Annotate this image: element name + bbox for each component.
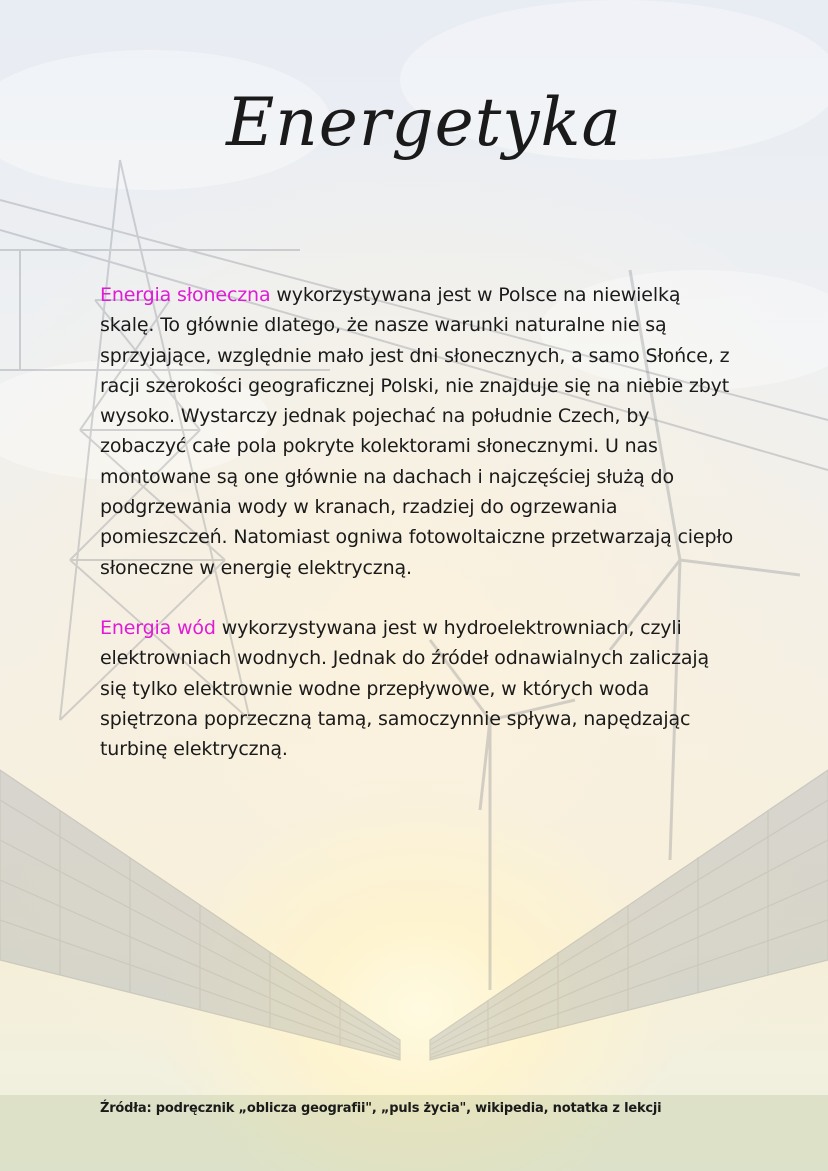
highlight-solar-energy: Energia słoneczna <box>100 284 271 306</box>
paragraph-water-text: wykorzystywana jest w hydroelektrowniach, czyli elektrowniach wodnych. Jednak do źródeł odnawialnych zaliczają się tylko elektrownie wodne przepływowe, w których woda spiętrzona poprzeczną tamą, samoczynnie spływa, napędzając turbinę elektryczną. <box>100 616 710 761</box>
article-body <box>100 280 740 794</box>
page-title <box>0 60 828 210</box>
solar-panels-left <box>0 770 400 1060</box>
highlight-water-energy: Energia wód <box>100 616 216 639</box>
sources-footer: Źródła: podręcznik „oblicza geografii", „puls życia", wikipedia, notatka z lekcji <box>100 1101 662 1116</box>
paragraph-solar-energy <box>100 280 740 583</box>
paragraph-solar-text: wykorzystywana jest w Polsce na niewielką skalę. To głównie dlatego, że nasze warunki naturalne nie są sprzyjające, względnie mało jest dni słonecznych, a samo Słońce, z racji szerokości geograficznej Polski, nie znajduje się na niebie zbyt wysoko. Wystarczy jednak pojechać na południe Czech, by zobaczyć całe pola pokryte kolektorami słonecznymi. U nas montowane są one głównie na dachach i najczęściej służą do podgrzewania wody w kranach, rzadziej do ogrzewania pomieszczeń. Natomiast ogniwa fotowoltaiczne przetwarzają ciepło słoneczne w energię elektryczną. <box>100 284 734 579</box>
paragraph-water-energy <box>100 613 740 764</box>
page-title-text: Energetyka <box>226 84 622 161</box>
